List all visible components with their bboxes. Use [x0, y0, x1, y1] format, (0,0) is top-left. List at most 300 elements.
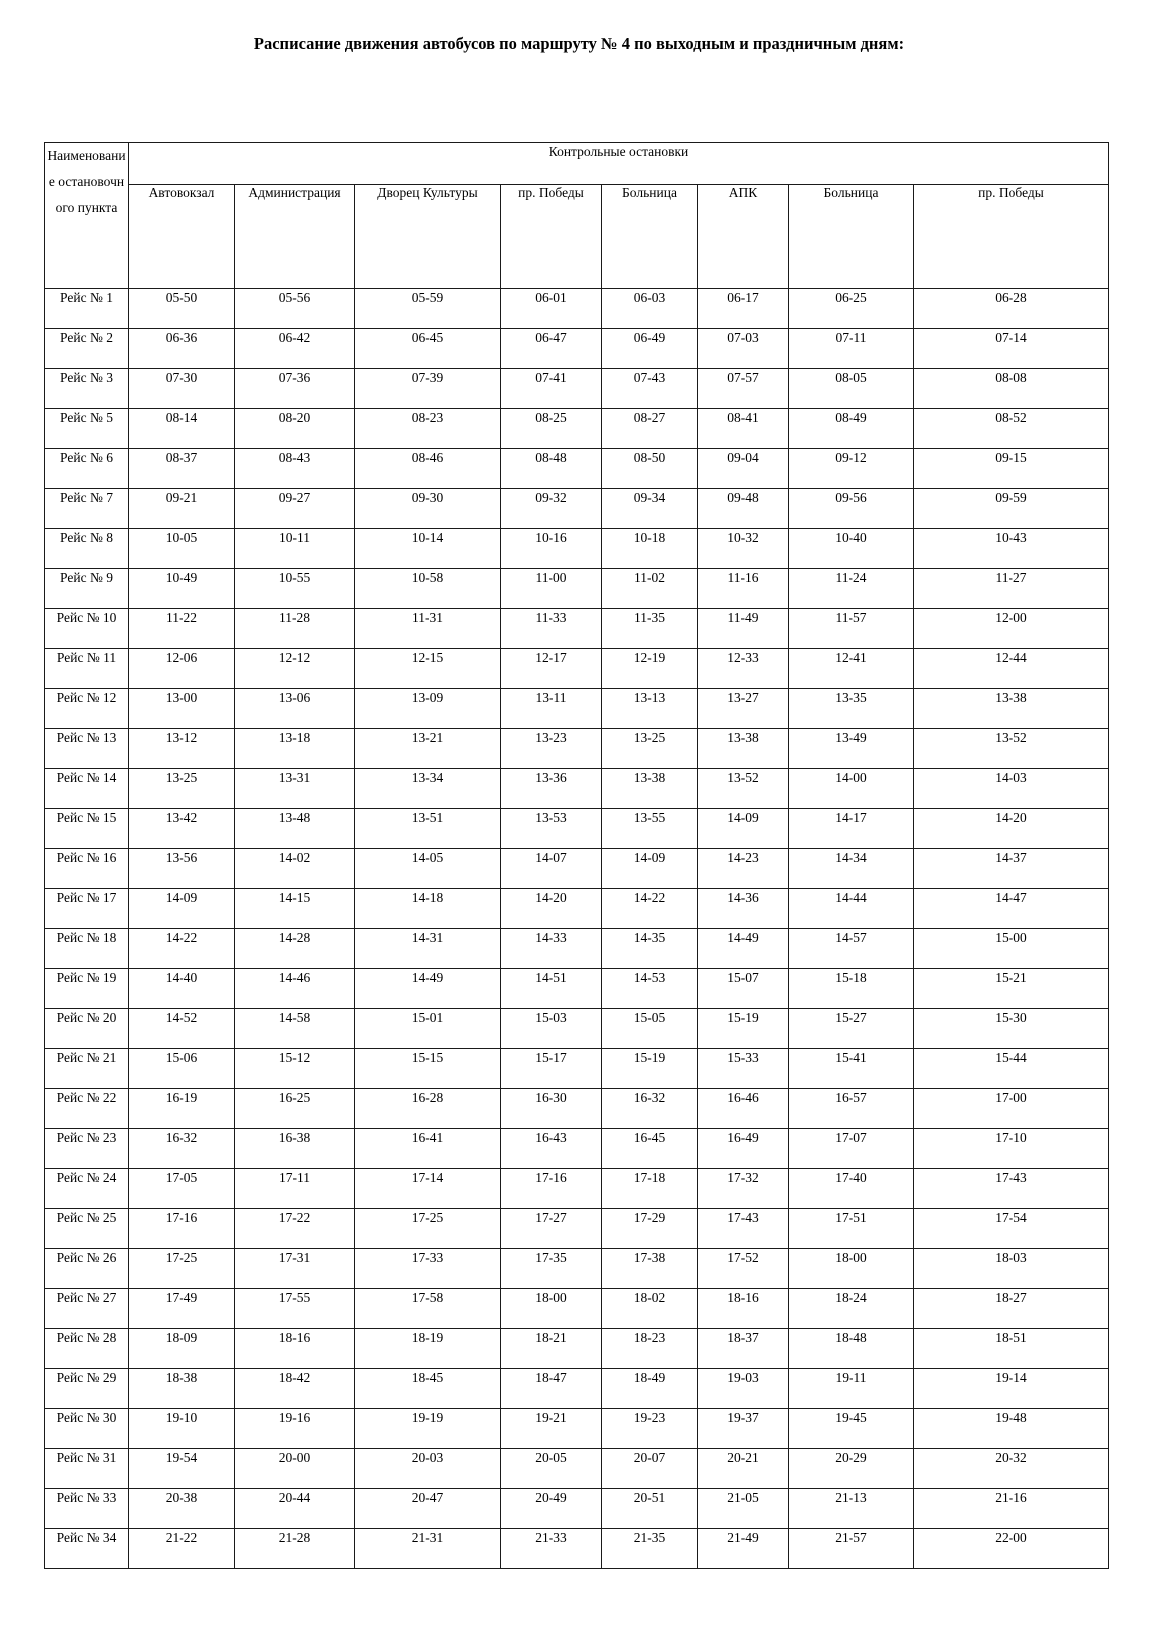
table-row [45, 289, 1109, 329]
trip-label: Рейс № 24 [45, 1169, 129, 1209]
time-cell: 08-05 [789, 369, 914, 409]
time-cell: 17-43 [698, 1209, 789, 1249]
time-cell: 13-35 [789, 689, 914, 729]
time-cell: 20-00 [235, 1449, 355, 1489]
time-cell: 18-02 [602, 1289, 698, 1329]
trip-label: Рейс № 14 [45, 769, 129, 809]
time-cell: 13-18 [235, 729, 355, 769]
time-cell: 16-28 [355, 1089, 501, 1129]
time-cell: 17-22 [235, 1209, 355, 1249]
time-cell: 16-57 [789, 1089, 914, 1129]
time-cell: 19-54 [129, 1449, 235, 1489]
time-cell: 14-37 [914, 849, 1109, 889]
table-row [45, 1049, 1109, 1089]
time-cell: 11-35 [602, 609, 698, 649]
time-cell: 19-48 [914, 1409, 1109, 1449]
stop-header: Больница [602, 185, 698, 289]
time-cell: 13-49 [789, 729, 914, 769]
stop-header: Больница [789, 185, 914, 289]
time-cell: 14-36 [698, 889, 789, 929]
schedule-body [45, 289, 1109, 1569]
time-cell: 20-32 [914, 1449, 1109, 1489]
time-cell: 12-15 [355, 649, 501, 689]
time-cell: 14-58 [235, 1009, 355, 1049]
table-row [45, 529, 1109, 569]
time-cell: 17-35 [501, 1249, 602, 1289]
time-cell: 17-18 [602, 1169, 698, 1209]
trip-label: Рейс № 1 [45, 289, 129, 329]
time-cell: 08-37 [129, 449, 235, 489]
table-row [45, 1409, 1109, 1449]
time-cell: 09-48 [698, 489, 789, 529]
time-cell: 13-52 [914, 729, 1109, 769]
time-cell: 06-49 [602, 329, 698, 369]
time-cell: 17-07 [789, 1129, 914, 1169]
time-cell: 21-28 [235, 1529, 355, 1569]
time-cell: 15-17 [501, 1049, 602, 1089]
trip-label: Рейс № 3 [45, 369, 129, 409]
time-cell: 14-22 [129, 929, 235, 969]
time-cell: 17-32 [698, 1169, 789, 1209]
time-cell: 17-11 [235, 1169, 355, 1209]
time-cell: 06-28 [914, 289, 1109, 329]
time-cell: 18-16 [698, 1289, 789, 1329]
time-cell: 22-00 [914, 1529, 1109, 1569]
trip-label: Рейс № 12 [45, 689, 129, 729]
time-cell: 11-31 [355, 609, 501, 649]
table-row [45, 929, 1109, 969]
time-cell: 14-09 [129, 889, 235, 929]
table-row [45, 329, 1109, 369]
table-row [45, 1209, 1109, 1249]
table-row [45, 1449, 1109, 1489]
time-cell: 08-48 [501, 449, 602, 489]
time-cell: 14-23 [698, 849, 789, 889]
time-cell: 12-17 [501, 649, 602, 689]
time-cell: 15-03 [501, 1009, 602, 1049]
time-cell: 10-55 [235, 569, 355, 609]
time-cell: 06-01 [501, 289, 602, 329]
time-cell: 18-03 [914, 1249, 1109, 1289]
time-cell: 13-51 [355, 809, 501, 849]
time-cell: 14-15 [235, 889, 355, 929]
time-cell: 06-47 [501, 329, 602, 369]
time-cell: 14-53 [602, 969, 698, 1009]
time-cell: 18-38 [129, 1369, 235, 1409]
trip-label: Рейс № 26 [45, 1249, 129, 1289]
trip-label: Рейс № 21 [45, 1049, 129, 1089]
time-cell: 11-27 [914, 569, 1109, 609]
time-cell: 10-11 [235, 529, 355, 569]
time-cell: 10-32 [698, 529, 789, 569]
time-cell: 09-27 [235, 489, 355, 529]
time-cell: 18-48 [789, 1329, 914, 1369]
trip-label: Рейс № 28 [45, 1329, 129, 1369]
time-cell: 06-36 [129, 329, 235, 369]
time-cell: 15-19 [602, 1049, 698, 1089]
time-cell: 15-12 [235, 1049, 355, 1089]
trip-label: Рейс № 8 [45, 529, 129, 569]
time-cell: 18-47 [501, 1369, 602, 1409]
table-row [45, 849, 1109, 889]
time-cell: 16-38 [235, 1129, 355, 1169]
time-cell: 07-30 [129, 369, 235, 409]
table-row [45, 889, 1109, 929]
time-cell: 16-32 [129, 1129, 235, 1169]
time-cell: 14-57 [789, 929, 914, 969]
table-row [45, 1129, 1109, 1169]
time-cell: 13-42 [129, 809, 235, 849]
trip-label: Рейс № 25 [45, 1209, 129, 1249]
trip-label: Рейс № 5 [45, 409, 129, 449]
time-cell: 09-12 [789, 449, 914, 489]
trip-label: Рейс № 34 [45, 1529, 129, 1569]
time-cell: 14-35 [602, 929, 698, 969]
time-cell: 20-51 [602, 1489, 698, 1529]
time-cell: 13-52 [698, 769, 789, 809]
stop-header: Дворец Культуры [355, 185, 501, 289]
time-cell: 17-25 [129, 1249, 235, 1289]
trip-label: Рейс № 2 [45, 329, 129, 369]
time-cell: 06-03 [602, 289, 698, 329]
time-cell: 17-49 [129, 1289, 235, 1329]
table-row [45, 1529, 1109, 1569]
time-cell: 14-02 [235, 849, 355, 889]
page-title: Расписание движения автобусов по маршруту № 4 по выходным и праздничным дням: [253, 34, 905, 53]
time-cell: 12-44 [914, 649, 1109, 689]
time-cell: 14-46 [235, 969, 355, 1009]
time-cell: 15-00 [914, 929, 1109, 969]
table-row [45, 1489, 1109, 1529]
time-cell: 14-52 [129, 1009, 235, 1049]
table-row [45, 1249, 1109, 1289]
time-cell: 20-38 [129, 1489, 235, 1529]
time-cell: 17-27 [501, 1209, 602, 1249]
time-cell: 13-25 [129, 769, 235, 809]
time-cell: 12-00 [914, 609, 1109, 649]
time-cell: 14-47 [914, 889, 1109, 929]
time-cell: 16-25 [235, 1089, 355, 1129]
time-cell: 07-03 [698, 329, 789, 369]
time-cell: 14-09 [602, 849, 698, 889]
time-cell: 07-57 [698, 369, 789, 409]
time-cell: 13-21 [355, 729, 501, 769]
time-cell: 15-27 [789, 1009, 914, 1049]
time-cell: 09-15 [914, 449, 1109, 489]
time-cell: 18-00 [789, 1249, 914, 1289]
time-cell: 10-18 [602, 529, 698, 569]
time-cell: 13-38 [698, 729, 789, 769]
time-cell: 15-19 [698, 1009, 789, 1049]
time-cell: 17-40 [789, 1169, 914, 1209]
time-cell: 17-00 [914, 1089, 1109, 1129]
time-cell: 18-09 [129, 1329, 235, 1369]
time-cell: 14-40 [129, 969, 235, 1009]
time-cell: 18-19 [355, 1329, 501, 1369]
table-row [45, 649, 1109, 689]
time-cell: 12-06 [129, 649, 235, 689]
time-cell: 14-49 [355, 969, 501, 1009]
time-cell: 11-57 [789, 609, 914, 649]
time-cell: 10-40 [789, 529, 914, 569]
time-cell: 18-21 [501, 1329, 602, 1369]
time-cell: 13-31 [235, 769, 355, 809]
time-cell: 09-30 [355, 489, 501, 529]
trip-label: Рейс № 19 [45, 969, 129, 1009]
time-cell: 14-28 [235, 929, 355, 969]
time-cell: 11-49 [698, 609, 789, 649]
time-cell: 14-18 [355, 889, 501, 929]
time-cell: 13-53 [501, 809, 602, 849]
time-cell: 15-07 [698, 969, 789, 1009]
time-cell: 17-54 [914, 1209, 1109, 1249]
trip-label: Рейс № 33 [45, 1489, 129, 1529]
time-cell: 13-11 [501, 689, 602, 729]
trip-label: Рейс № 20 [45, 1009, 129, 1049]
time-cell: 21-13 [789, 1489, 914, 1529]
time-cell: 13-38 [602, 769, 698, 809]
time-cell: 10-43 [914, 529, 1109, 569]
time-cell: 17-16 [501, 1169, 602, 1209]
time-cell: 16-49 [698, 1129, 789, 1169]
time-cell: 11-22 [129, 609, 235, 649]
time-cell: 18-24 [789, 1289, 914, 1329]
time-cell: 07-41 [501, 369, 602, 409]
time-cell: 10-14 [355, 529, 501, 569]
time-cell: 17-43 [914, 1169, 1109, 1209]
trip-label: Рейс № 17 [45, 889, 129, 929]
time-cell: 16-41 [355, 1129, 501, 1169]
time-cell: 19-11 [789, 1369, 914, 1409]
stop-header: пр. Победы [501, 185, 602, 289]
table-row [45, 1329, 1109, 1369]
time-cell: 11-00 [501, 569, 602, 609]
table-row [45, 689, 1109, 729]
table-row [45, 1369, 1109, 1409]
time-cell: 19-37 [698, 1409, 789, 1449]
time-cell: 21-22 [129, 1529, 235, 1569]
time-cell: 11-28 [235, 609, 355, 649]
time-cell: 20-03 [355, 1449, 501, 1489]
time-cell: 12-33 [698, 649, 789, 689]
time-cell: 14-03 [914, 769, 1109, 809]
table-row [45, 1169, 1109, 1209]
time-cell: 21-31 [355, 1529, 501, 1569]
time-cell: 16-32 [602, 1089, 698, 1129]
time-cell: 14-44 [789, 889, 914, 929]
trip-label: Рейс № 30 [45, 1409, 129, 1449]
stop-name-header-label: Наименование остановочного пункта [47, 148, 126, 215]
schedule-table [44, 142, 1109, 1569]
trip-label: Рейс № 7 [45, 489, 129, 529]
stop-header: пр. Победы [914, 185, 1109, 289]
table-row [45, 809, 1109, 849]
time-cell: 18-00 [501, 1289, 602, 1329]
time-cell: 20-29 [789, 1449, 914, 1489]
time-cell: 08-43 [235, 449, 355, 489]
time-cell: 21-49 [698, 1529, 789, 1569]
table-row [45, 369, 1109, 409]
time-cell: 12-12 [235, 649, 355, 689]
time-cell: 07-39 [355, 369, 501, 409]
time-cell: 05-56 [235, 289, 355, 329]
time-cell: 11-24 [789, 569, 914, 609]
time-cell: 15-33 [698, 1049, 789, 1089]
time-cell: 14-31 [355, 929, 501, 969]
time-cell: 17-05 [129, 1169, 235, 1209]
control-stops-header: Контрольные остановки [129, 143, 1109, 185]
trip-label: Рейс № 29 [45, 1369, 129, 1409]
trip-label: Рейс № 11 [45, 649, 129, 689]
stops-header-row [45, 185, 1109, 289]
time-cell: 09-21 [129, 489, 235, 529]
time-cell: 19-14 [914, 1369, 1109, 1409]
time-cell: 14-49 [698, 929, 789, 969]
time-cell: 08-23 [355, 409, 501, 449]
trip-label: Рейс № 10 [45, 609, 129, 649]
table-row [45, 569, 1109, 609]
time-cell: 08-14 [129, 409, 235, 449]
time-cell: 18-23 [602, 1329, 698, 1369]
time-cell: 13-13 [602, 689, 698, 729]
time-cell: 20-07 [602, 1449, 698, 1489]
time-cell: 17-31 [235, 1249, 355, 1289]
time-cell: 19-19 [355, 1409, 501, 1449]
time-cell: 08-49 [789, 409, 914, 449]
time-cell: 15-44 [914, 1049, 1109, 1089]
time-cell: 08-52 [914, 409, 1109, 449]
table-row [45, 409, 1109, 449]
time-cell: 14-20 [501, 889, 602, 929]
time-cell: 15-06 [129, 1049, 235, 1089]
time-cell: 13-55 [602, 809, 698, 849]
table-row [45, 1009, 1109, 1049]
table-row [45, 969, 1109, 1009]
time-cell: 13-23 [501, 729, 602, 769]
time-cell: 16-30 [501, 1089, 602, 1129]
time-cell: 11-16 [698, 569, 789, 609]
time-cell: 17-52 [698, 1249, 789, 1289]
time-cell: 15-30 [914, 1009, 1109, 1049]
time-cell: 19-16 [235, 1409, 355, 1449]
time-cell: 17-33 [355, 1249, 501, 1289]
time-cell: 16-46 [698, 1089, 789, 1129]
time-cell: 17-14 [355, 1169, 501, 1209]
time-cell: 09-56 [789, 489, 914, 529]
trip-label: Рейс № 27 [45, 1289, 129, 1329]
time-cell: 07-43 [602, 369, 698, 409]
time-cell: 14-00 [789, 769, 914, 809]
time-cell: 13-12 [129, 729, 235, 769]
time-cell: 19-23 [602, 1409, 698, 1449]
time-cell: 12-41 [789, 649, 914, 689]
time-cell: 17-38 [602, 1249, 698, 1289]
time-cell: 21-16 [914, 1489, 1109, 1529]
time-cell: 05-50 [129, 289, 235, 329]
time-cell: 09-04 [698, 449, 789, 489]
time-cell: 17-51 [789, 1209, 914, 1249]
time-cell: 15-41 [789, 1049, 914, 1089]
time-cell: 15-18 [789, 969, 914, 1009]
time-cell: 20-05 [501, 1449, 602, 1489]
trip-label: Рейс № 18 [45, 929, 129, 969]
time-cell: 20-21 [698, 1449, 789, 1489]
time-cell: 17-29 [602, 1209, 698, 1249]
time-cell: 19-03 [698, 1369, 789, 1409]
table-row [45, 449, 1109, 489]
time-cell: 12-19 [602, 649, 698, 689]
time-cell: 15-05 [602, 1009, 698, 1049]
table-row [45, 1289, 1109, 1329]
table-row [45, 769, 1109, 809]
time-cell: 07-11 [789, 329, 914, 369]
time-cell: 19-21 [501, 1409, 602, 1449]
time-cell: 18-37 [698, 1329, 789, 1369]
time-cell: 06-25 [789, 289, 914, 329]
time-cell: 06-45 [355, 329, 501, 369]
time-cell: 17-58 [355, 1289, 501, 1329]
time-cell: 21-35 [602, 1529, 698, 1569]
time-cell: 20-47 [355, 1489, 501, 1529]
trip-label: Рейс № 22 [45, 1089, 129, 1129]
time-cell: 18-27 [914, 1289, 1109, 1329]
time-cell: 13-38 [914, 689, 1109, 729]
trip-label: Рейс № 23 [45, 1129, 129, 1169]
trip-label: Рейс № 13 [45, 729, 129, 769]
time-cell: 18-42 [235, 1369, 355, 1409]
time-cell: 07-14 [914, 329, 1109, 369]
time-cell: 16-19 [129, 1089, 235, 1129]
time-cell: 17-55 [235, 1289, 355, 1329]
time-cell: 13-25 [602, 729, 698, 769]
trip-label: Рейс № 16 [45, 849, 129, 889]
time-cell: 10-05 [129, 529, 235, 569]
time-cell: 13-56 [129, 849, 235, 889]
time-cell: 14-51 [501, 969, 602, 1009]
time-cell: 15-21 [914, 969, 1109, 1009]
table-row [45, 729, 1109, 769]
time-cell: 08-27 [602, 409, 698, 449]
time-cell: 14-09 [698, 809, 789, 849]
time-cell: 21-33 [501, 1529, 602, 1569]
time-cell: 20-44 [235, 1489, 355, 1529]
trip-label: Рейс № 6 [45, 449, 129, 489]
time-cell: 10-16 [501, 529, 602, 569]
time-cell: 17-10 [914, 1129, 1109, 1169]
trip-label: Рейс № 15 [45, 809, 129, 849]
time-cell: 07-36 [235, 369, 355, 409]
time-cell: 14-17 [789, 809, 914, 849]
time-cell: 13-00 [129, 689, 235, 729]
time-cell: 21-57 [789, 1529, 914, 1569]
time-cell: 18-49 [602, 1369, 698, 1409]
stop-header: АПК [698, 185, 789, 289]
time-cell: 18-45 [355, 1369, 501, 1409]
stop-name-header [45, 143, 129, 289]
table-row [45, 609, 1109, 649]
stop-header: Администрация [235, 185, 355, 289]
time-cell: 18-51 [914, 1329, 1109, 1369]
time-cell: 19-45 [789, 1409, 914, 1449]
time-cell: 14-33 [501, 929, 602, 969]
time-cell: 10-58 [355, 569, 501, 609]
time-cell: 16-45 [602, 1129, 698, 1169]
time-cell: 08-20 [235, 409, 355, 449]
time-cell: 13-36 [501, 769, 602, 809]
trip-label: Рейс № 9 [45, 569, 129, 609]
time-cell: 13-34 [355, 769, 501, 809]
time-cell: 16-43 [501, 1129, 602, 1169]
